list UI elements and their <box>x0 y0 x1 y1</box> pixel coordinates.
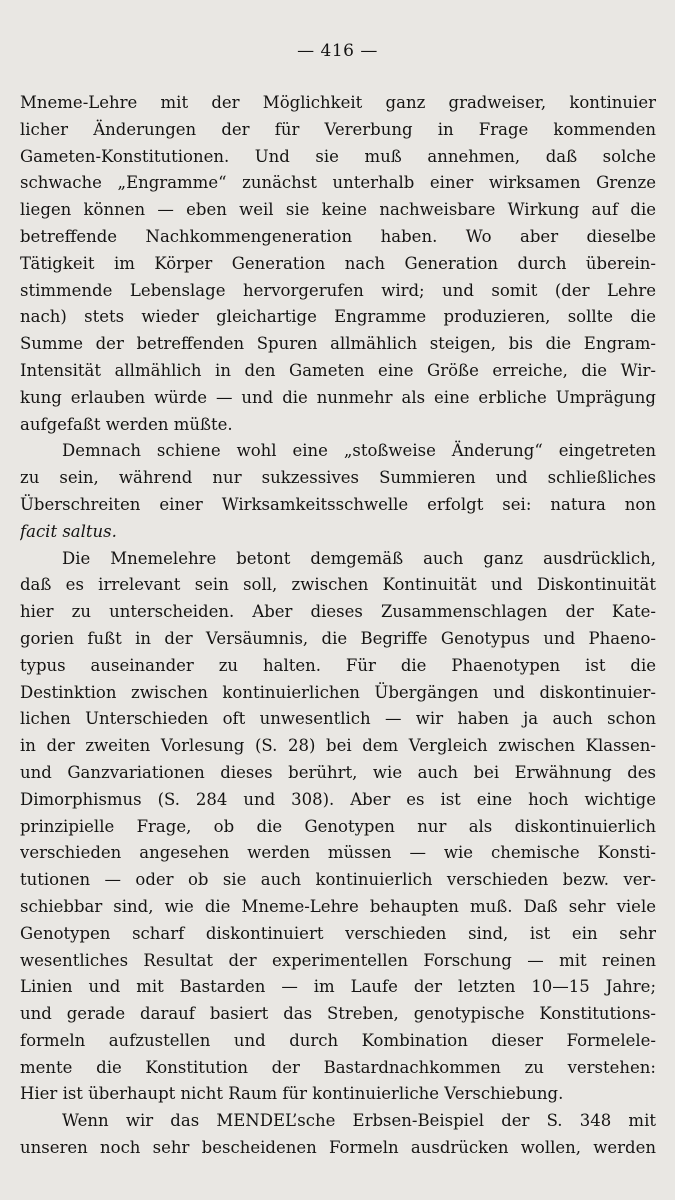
text-line: prinzipielle Frage, ob die Genotypen nur als diskontinuierlich <box>20 816 656 836</box>
text-line: aufgefaßt werden müßte. <box>20 414 233 434</box>
text-line: Linien und mit Bastarden — im Laufe der letzten 10—15 Jahre; <box>20 977 656 997</box>
text-line: kung erlauben würde — und die nunmehr als eine erbliche Umprägung <box>20 387 656 407</box>
text-line: und Ganzvariationen dieses berührt, wie auch bei Erwähnung des <box>20 762 656 782</box>
text-line: hier zu unterscheiden. Aber dieses Zusammenschlagen der Kate- <box>20 602 656 622</box>
text-line: daß es irrelevant sein soll, zwischen Kontinuität und Diskontinuität <box>20 575 656 595</box>
text-line: Genotypen scharf diskontinuiert verschieden sind, ist ein sehr <box>20 923 656 943</box>
text-line: formeln aufzustellen und durch Kombination dieser Formelele- <box>20 1030 656 1050</box>
text-line: zu sein, während nur sukzessives Summieren und schließliches <box>20 468 656 488</box>
text-line: verschieden angesehen werden müssen — wie chemische Konsti- <box>20 843 656 863</box>
text-line: Tätigkeit im Körper Generation nach Generation durch überein- <box>20 253 656 273</box>
text-line: tutionen — oder ob sie auch kontinuierlich verschieden bezw. ver- <box>20 870 656 890</box>
text-line: und gerade darauf basiert das Streben, genotypische Konstitutions- <box>20 1004 656 1024</box>
text-line: typus auseinander zu halten. Für die Phaenotypen ist die <box>20 655 656 675</box>
text-line: Die Mnemelehre betont demgemäß auch ganz ausdrücklich, <box>62 548 656 568</box>
text-line: Destinktion zwischen kontinuierlichen Übergängen und diskontinuier- <box>20 682 656 702</box>
text-line: Intensität allmählich in den Gameten eine Größe erreiche, die Wir- <box>20 360 656 380</box>
body-text <box>20 90 656 1162</box>
text-line: facit saltus. <box>20 521 117 541</box>
text-line: Mneme-Lehre mit der Möglichkeit ganz gradweiser, kontinuier <box>20 93 656 112</box>
text-line: Demnach schiene wohl eine „stoßweise Änderung“ eingetreten <box>62 441 656 461</box>
text-line: Gameten-Konstitutionen. Und sie muß annehmen, daß solche <box>20 146 656 166</box>
text-line: wesentliches Resultat der experimentellen Forschung — mit reinen <box>20 950 656 970</box>
text-line: schiebbar sind, wie die Mneme-Lehre behaupten muß. Daß sehr viele <box>20 896 656 916</box>
text-line: Dimorphismus (S. 284 und 308). Aber es ist eine hoch wichtige <box>20 789 656 809</box>
text-line: in der zweiten Vorlesung (S. 28) bei dem Vergleich zwischen Klassen- <box>20 736 656 756</box>
text-line: Summe der betreffenden Spuren allmählich steigen, bis die Engram- <box>20 334 656 354</box>
text-line: Wenn wir das MENDEL’sche Erbsen-Beispiel der S. 348 mit <box>62 1111 656 1131</box>
text-line: licher Änderungen der für Vererbung in Frage kommenden <box>20 119 656 139</box>
text-line: Hier ist überhaupt nicht Raum für kontinuierliche Verschiebung. <box>20 1084 564 1104</box>
text-line: betreffende Nachkommengeneration haben. Wo aber dieselbe <box>20 226 656 246</box>
text-line: liegen können — eben weil sie keine nachweisbare Wirkung auf die <box>20 200 656 220</box>
text-line: gorien fußt in der Versäumnis, die Begriffe Genotypus und Phaeno- <box>20 628 656 648</box>
text-line: stimmende Lebenslage hervorgerufen wird; und somit (der Lehre <box>20 280 656 300</box>
text-line: schwache „Engramme“ zunächst unterhalb einer wirksamen Grenze <box>20 173 656 193</box>
text-line: nach) stets wieder gleichartige Engramme produzieren, sollte die <box>20 307 656 327</box>
text-line: unseren noch sehr bescheidenen Formeln ausdrücken wollen, werden <box>20 1138 656 1158</box>
text-line: mente die Konstitution der Bastardnachkommen zu verstehen: <box>20 1057 656 1077</box>
text-line: lichen Unterschieden oft unwesentlich — wir haben ja auch schon <box>20 709 656 729</box>
text-line: Überschreiten einer Wirksamkeitsschwelle erfolgt sei: natura non <box>20 494 656 514</box>
page-number: — 416 — <box>297 41 378 61</box>
